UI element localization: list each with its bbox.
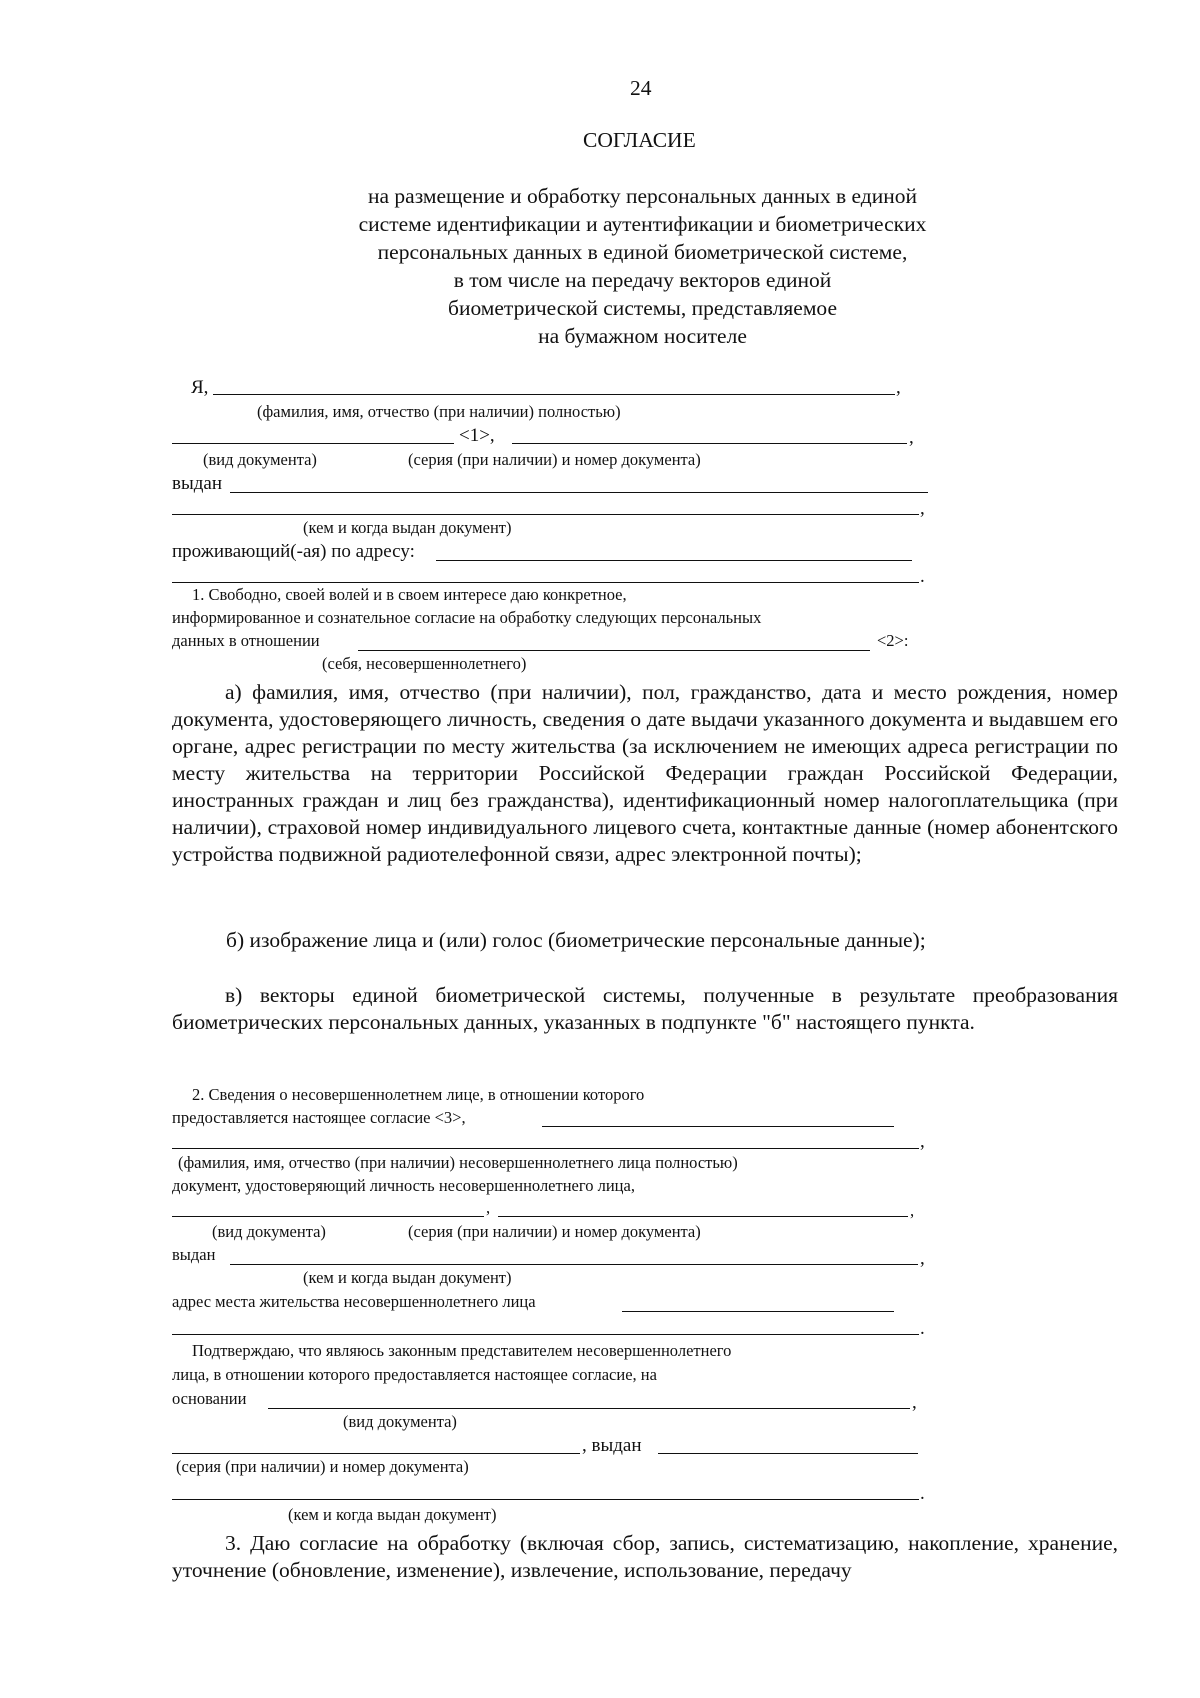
- item1-line1: 1. Свободно, своей волей и в своем интересе даю конкретное,: [192, 585, 627, 604]
- minor-doc-type-field[interactable]: [172, 1216, 484, 1217]
- minor-address-period: .: [920, 1318, 925, 1339]
- paragraph-a: а) фамилия, имя, отчество (при наличии), пол, гражданство, дата и место рождения, номер документа, удостоверяющего личность, сведения о дате выдачи указанного документа и выдавшем его органе, адрес регистрации по месту жительства (за исключением не имеющих адреса регистрации по месту жительства на территории Российской Федерации граждан Российской Федерации, иностранных граждан и лиц без гражданства), идентификационный номер налогоплательщика (при наличии), страховой номер индивидуального лицевого счета, контактные данные (номер абонентского устройства подвижной радиотелефонной связи, адрес электронной почты);: [172, 680, 1118, 866]
- item1-line3: данных в отношении: [172, 631, 320, 650]
- basis-series-field[interactable]: [172, 1453, 580, 1454]
- basis-field[interactable]: [268, 1408, 910, 1409]
- minor-issued-comma: ,: [920, 1248, 925, 1269]
- subtitle-line-4: в том числе на передачу векторов единой: [453, 268, 832, 292]
- minor-fio-caption: (фамилия, имя, отчество (при наличии) несовершеннолетнего лица полностью): [178, 1153, 738, 1172]
- basis-issued-caption: (кем и когда выдан документ): [288, 1505, 497, 1524]
- basis-comma: ,: [912, 1392, 917, 1413]
- minor-doc-series-field[interactable]: [498, 1216, 908, 1217]
- minor-doc-type-caption: (вид документа): [212, 1222, 326, 1241]
- subtitle-line-5: биометрической системы, представляемое: [448, 296, 837, 320]
- issued-comma: ,: [920, 498, 925, 519]
- minor-fio-field-2[interactable]: [172, 1148, 919, 1149]
- footnote-2: <2>:: [877, 631, 909, 650]
- basis-period: .: [920, 1483, 925, 1504]
- issued-field-2[interactable]: [172, 514, 919, 515]
- subtitle-line-1: на размещение и обработку персональных данных в единой: [367, 184, 917, 208]
- minor-doc-line: документ, удостоверяющий личность несовершеннолетнего лица,: [172, 1176, 635, 1195]
- basis-issued-field[interactable]: [658, 1453, 918, 1454]
- doc-comma: ,: [909, 427, 914, 448]
- address-period: .: [920, 566, 925, 587]
- minor-fio-field[interactable]: [542, 1126, 894, 1127]
- minor-doc-comma: ,: [486, 1198, 491, 1217]
- document-title: СОГЛАСИЕ: [583, 128, 696, 152]
- page-number: 24: [630, 76, 652, 100]
- issued-field[interactable]: [230, 492, 928, 493]
- minor-address-field[interactable]: [622, 1311, 894, 1312]
- doc-type-field[interactable]: [172, 443, 454, 444]
- minor-doc-comma-2: ,: [910, 1201, 915, 1220]
- address-field[interactable]: [436, 560, 912, 561]
- basis-issued-field-2[interactable]: [172, 1499, 919, 1500]
- doc-series-caption: (серия (при наличии) и номер документа): [408, 450, 701, 469]
- address-label: проживающий(-ая) по адресу:: [172, 541, 415, 562]
- basis-series-caption: (серия (при наличии) и номер документа): [176, 1457, 469, 1476]
- minor-fio-comma: ,: [920, 1131, 925, 1152]
- paragraph-3: 3. Даю согласие на обработку (включая сбор, запись, систематизацию, накопление, хранение, уточнение (обновление, изменение), извлечение, использование, передачу: [172, 1531, 1118, 1582]
- ya-label: Я,: [191, 377, 209, 398]
- paragraph-b: б) изображение лица и (или) голос (биометрические персональные данные);: [226, 928, 926, 952]
- subject-field[interactable]: [358, 650, 870, 651]
- minor-issued-caption: (кем и когда выдан документ): [303, 1268, 512, 1287]
- fio-field[interactable]: [213, 394, 895, 395]
- footnote-1: <1>,: [459, 425, 495, 446]
- minor-address-label: адрес места жительства несовершеннолетнего лица: [172, 1292, 536, 1311]
- fio-caption: (фамилия, имя, отчество (при наличии) полностью): [257, 402, 621, 421]
- confirm-line2: лица, в отношении которого предоставляется настоящее согласие, на: [172, 1365, 657, 1384]
- minor-address-field-2[interactable]: [172, 1334, 919, 1335]
- fio-comma: ,: [896, 377, 901, 398]
- confirm-line1: Подтверждаю, что являюсь законным представителем несовершеннолетнего: [192, 1341, 732, 1360]
- minor-doc-series-caption: (серия (при наличии) и номер документа): [408, 1222, 701, 1241]
- doc-series-field[interactable]: [512, 443, 907, 444]
- item2-line2: предоставляется настоящее согласие <3>,: [172, 1108, 466, 1127]
- basis-issued-label: , выдан: [582, 1435, 642, 1456]
- subtitle-line-2: системе идентификации и аутентификации и биометрических: [358, 212, 927, 236]
- address-field-2[interactable]: [172, 582, 919, 583]
- paragraph-v: в) векторы единой биометрической системы, полученные в результате преобразования биометрических персональных данных, указанных в подпункте "б" настоящего пункта.: [172, 983, 1118, 1034]
- issued-by-caption: (кем и когда выдан документ): [303, 518, 512, 537]
- item2-line1: 2. Сведения о несовершеннолетнем лице, в отношении которого: [192, 1085, 645, 1104]
- minor-issued-field[interactable]: [230, 1264, 918, 1265]
- minor-issued-label: выдан: [172, 1245, 216, 1264]
- subtitle-line-6: на бумажном носителе: [538, 324, 747, 348]
- subtitle-line-3: персональных данных в единой биометрической системе,: [377, 240, 908, 264]
- issued-label: выдан: [172, 473, 223, 494]
- item1-line2: информированное и сознательное согласие на обработку следующих персональных: [172, 608, 762, 627]
- doc-type-caption: (вид документа): [203, 450, 317, 469]
- confirm-line3: основании: [172, 1389, 247, 1408]
- subject-caption: (себя, несовершеннолетнего): [322, 654, 527, 673]
- basis-doc-caption: (вид документа): [343, 1412, 457, 1431]
